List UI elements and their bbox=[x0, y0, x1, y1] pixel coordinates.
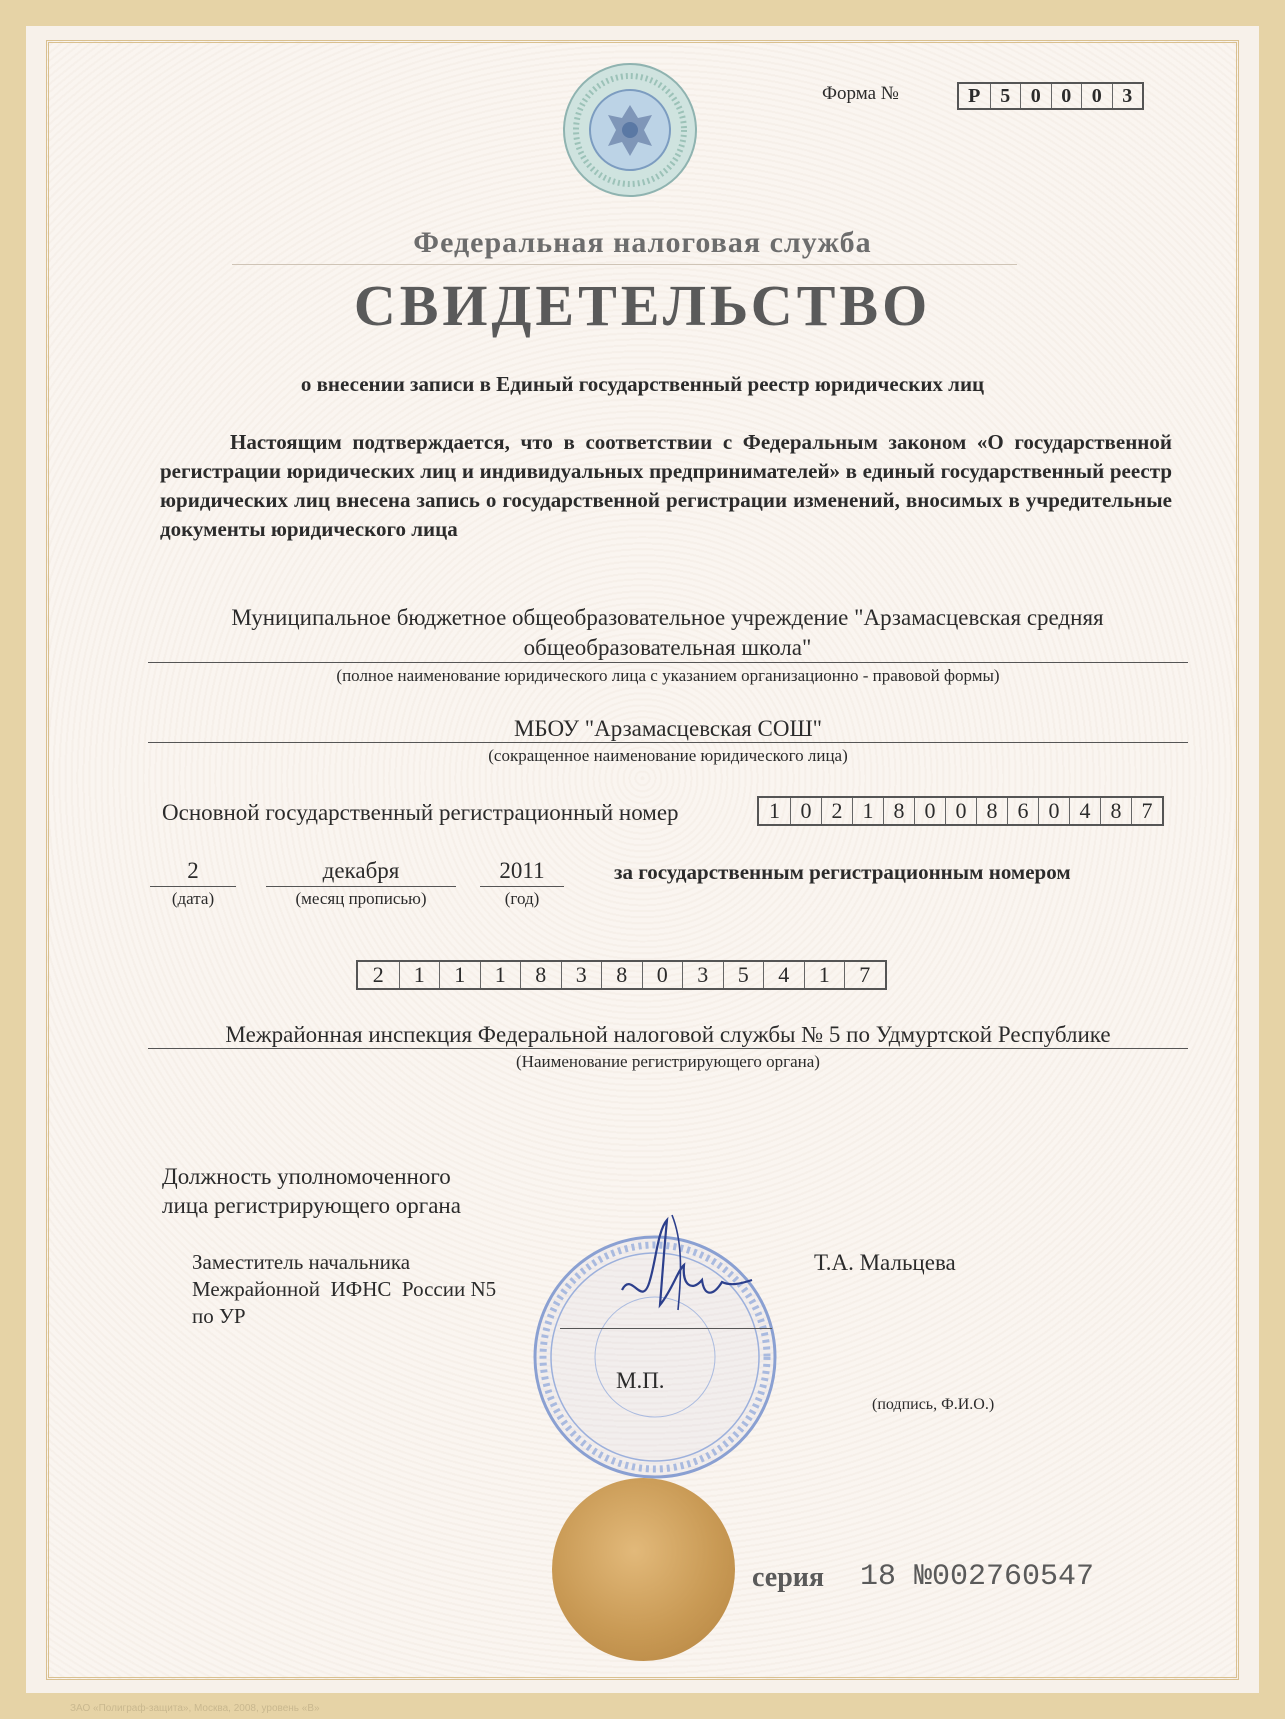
underline bbox=[148, 742, 1188, 743]
form-label: Форма № bbox=[822, 83, 899, 104]
grn-digit: 1 bbox=[804, 962, 845, 988]
registering-authority: Межрайонная инспекция Федеральной налоговой службы № 5 по Удмуртской Республике bbox=[225, 1022, 1111, 1047]
series-label: серия bbox=[752, 1562, 825, 1593]
handwritten-signature bbox=[612, 1210, 772, 1330]
paragraph-text: Настоящим подтверждается, что в соответствии с Федеральным законом «О государственной регистрации юридических лиц и индивидуальных предпринимателей» в единый государственный реестр юридических лиц внесена запись о государственной регистрации изменений, вносимых в учредительные документы юридического лица bbox=[160, 430, 1172, 541]
divider bbox=[232, 264, 1017, 265]
underline bbox=[480, 886, 564, 887]
ogrn-digit: 0 bbox=[914, 798, 945, 824]
grn-digit: 1 bbox=[439, 962, 480, 988]
agency-name: Федеральная налоговая служба bbox=[413, 226, 872, 259]
grn-digit: 8 bbox=[601, 962, 642, 988]
date-day: 2 bbox=[187, 858, 199, 883]
ogrn-digit: 0 bbox=[790, 798, 821, 824]
date-year: 2011 bbox=[499, 858, 545, 883]
gold-seal-icon bbox=[552, 1478, 735, 1661]
printer-imprint: ЗАО «Полиграф-защита», Москва, 2008, уровень «В» bbox=[70, 1703, 320, 1714]
mp-stamp-label: М.П. bbox=[616, 1368, 665, 1393]
position-line-3: по УР bbox=[192, 1304, 246, 1328]
ogrn-digit: 8 bbox=[1100, 798, 1131, 824]
grn-digit: 1 bbox=[480, 962, 521, 988]
grn-cells bbox=[356, 960, 887, 990]
ogrn-digit: 1 bbox=[852, 798, 883, 824]
ogrn-digit: 7 bbox=[1131, 798, 1162, 824]
grn-digit: 0 bbox=[642, 962, 683, 988]
ogrn-digit: 1 bbox=[769, 798, 780, 823]
form-number-cell: 0 bbox=[1051, 84, 1082, 108]
grn-digit: 7 bbox=[844, 962, 885, 988]
signature-caption: (подпись, Ф.И.О.) bbox=[872, 1396, 995, 1413]
ogrn-digit: 0 bbox=[945, 798, 976, 824]
form-number-cell: 3 bbox=[1112, 84, 1143, 108]
ogrn-digit: 8 bbox=[976, 798, 1007, 824]
document-subtitle: о внесении записи в Единый государственный реестр юридических лиц bbox=[300, 372, 985, 396]
ogrn-label: Основной государственный регистрационный номер bbox=[162, 800, 679, 825]
short-legal-name: МБОУ "Арзамасцевская СОШ" bbox=[513, 716, 823, 741]
signature-line bbox=[560, 1328, 772, 1329]
grn-digit: 3 bbox=[561, 962, 602, 988]
short-name-caption: (сокращенное наименование юридического лица) bbox=[488, 746, 848, 765]
position-label-1: Должность уполномоченного bbox=[162, 1164, 451, 1189]
grn-digit: 5 bbox=[723, 962, 764, 988]
ogrn-digit: 4 bbox=[1069, 798, 1100, 824]
underline bbox=[266, 886, 456, 887]
underline bbox=[148, 1048, 1188, 1049]
document-title: СВИДЕТЕЛЬСТВО bbox=[353, 273, 932, 338]
ogrn-digit: 2 bbox=[821, 798, 852, 824]
ogrn-cells bbox=[757, 796, 1164, 826]
form-number-cells bbox=[957, 82, 1144, 110]
form-number-cell: 0 bbox=[1081, 84, 1112, 108]
position-label-2: лица регистрирующего органа bbox=[162, 1193, 461, 1218]
signatory-name: Т.А. Мальцева bbox=[814, 1250, 956, 1275]
underline bbox=[148, 662, 1188, 663]
grn-digit: 1 bbox=[399, 962, 440, 988]
grn-label: за государственным регистрационным номером bbox=[614, 860, 1071, 884]
certification-paragraph bbox=[160, 428, 1172, 544]
position-line-1: Заместитель начальника bbox=[192, 1250, 411, 1274]
grn-digit: 2 bbox=[372, 962, 384, 987]
position-line-2: Межрайонной ИФНС России N5 bbox=[192, 1277, 497, 1301]
form-number-cell: 0 bbox=[1020, 84, 1051, 108]
ogrn-digit: 0 bbox=[1038, 798, 1069, 824]
grn-digit: 8 bbox=[520, 962, 561, 988]
date-year-caption: (год) bbox=[504, 889, 540, 908]
full-legal-name: Муниципальное бюджетное общеобразовательное учреждение "Арзамасцевская средняя общеобразовательная школа" bbox=[231, 605, 1104, 660]
grn-digit: 3 bbox=[682, 962, 723, 988]
ogrn-digit: 8 bbox=[883, 798, 914, 824]
emblem-icon bbox=[560, 60, 700, 200]
underline bbox=[150, 886, 236, 887]
date-month: декабря bbox=[322, 858, 400, 883]
series-number: 18 №002760547 bbox=[860, 1560, 1095, 1594]
date-day-caption: (дата) bbox=[171, 889, 215, 908]
grn-digit: 4 bbox=[763, 962, 804, 988]
ogrn-digit: 6 bbox=[1007, 798, 1038, 824]
form-number-cell: Р bbox=[968, 85, 981, 107]
form-number-cell: 5 bbox=[990, 84, 1021, 108]
authority-caption: (Наименование регистрирующего органа) bbox=[516, 1052, 820, 1071]
full-name-caption: (полное наименование юридического лица с указанием организационно - правовой формы) bbox=[336, 666, 1000, 685]
date-month-caption: (месяц прописью) bbox=[295, 889, 427, 908]
